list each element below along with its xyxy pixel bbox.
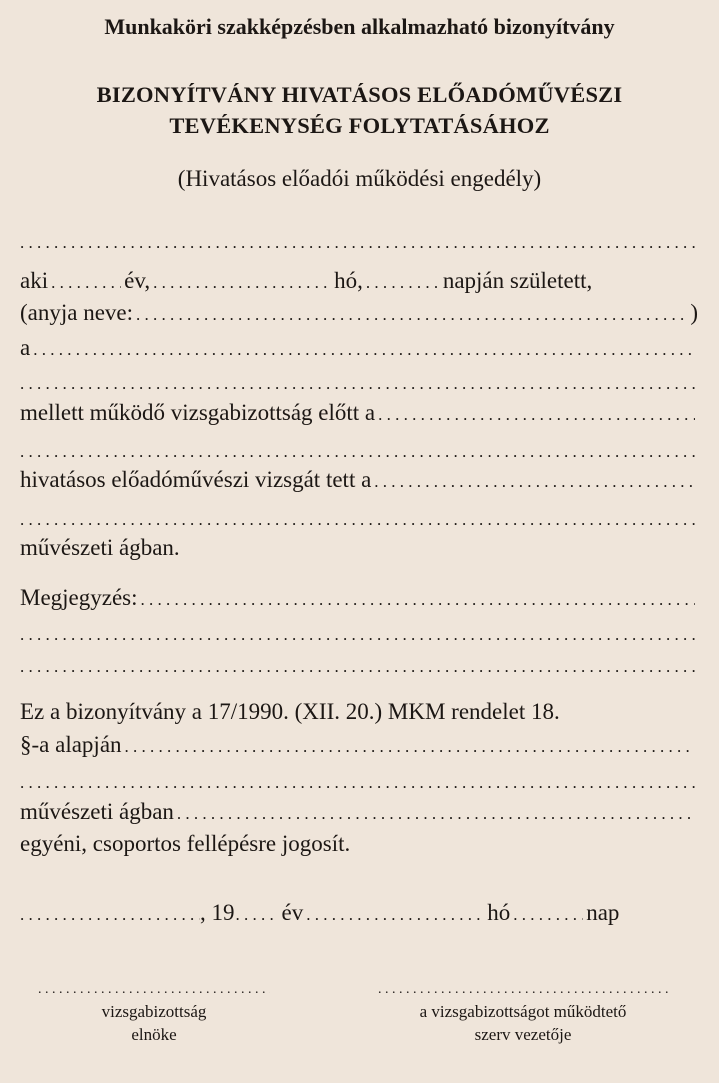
birth-row: [20, 266, 698, 298]
basis-row: [20, 730, 698, 762]
name-dots: [20, 226, 698, 258]
committee-dots-2: [20, 435, 698, 467]
date-place-field[interactable]: [20, 898, 200, 930]
form-subtitle: (Hivatásos előadói működési engedély): [177, 166, 542, 191]
remark-dots-3: [20, 650, 698, 682]
remark-label: Megjegyzés:: [20, 585, 138, 610]
birth-ev-label: év,: [124, 268, 151, 293]
mother-name-field[interactable]: [136, 298, 687, 330]
date-ev-label: év: [281, 900, 304, 925]
branch2-row: [20, 797, 698, 829]
branch-text: művészeti ágban.: [20, 535, 180, 560]
date-ho-label: hó: [487, 900, 511, 925]
date-19-label: , 19: [200, 900, 235, 925]
mother-label: (anyja neve:: [20, 300, 134, 325]
institution-a-label: a: [20, 335, 31, 360]
branch2-text: művészeti ágban: [20, 799, 174, 824]
exam-continuation[interactable]: [20, 503, 698, 535]
form-header: Munkaköri szakképzésben alkalmazható bizonyítvány: [104, 14, 615, 39]
signature-right: [378, 980, 668, 1046]
institution-field[interactable]: [33, 333, 695, 365]
exam-row: [20, 465, 698, 497]
signature-left: [38, 980, 270, 1046]
exam-field[interactable]: [374, 465, 695, 497]
exam-dots-2: [20, 503, 698, 535]
institution-row: [20, 333, 698, 365]
mother-close: ): [690, 300, 698, 325]
signature-right-title-1: a vizsgabizottságot működtető: [419, 1002, 627, 1021]
birth-aki-label: aki: [20, 268, 49, 293]
remark-line-3[interactable]: [20, 650, 698, 682]
signature-left-title-2: elnöke: [131, 1025, 177, 1044]
name-field[interactable]: [20, 226, 698, 258]
basis-continuation[interactable]: [20, 766, 698, 798]
date-row: [20, 898, 698, 930]
birth-napjan-label: napján született,: [442, 268, 593, 293]
branch2-field[interactable]: [177, 797, 695, 829]
form-title-line1: BIZONYÍTVÁNY HIVATÁSOS ELŐADÓMŰVÉSZI: [96, 82, 623, 107]
remark-field[interactable]: [141, 583, 695, 615]
mother-row: [20, 298, 698, 330]
signature-right-line[interactable]: [378, 980, 668, 1000]
institution-dots-2: [20, 367, 698, 399]
committee-text: mellett működő vizsgabizottság előtt a: [20, 400, 376, 425]
date-month-field[interactable]: [306, 898, 484, 930]
date-day-field[interactable]: [513, 898, 583, 930]
basis-label: §-a alapján: [20, 732, 122, 757]
birth-ho-label: hó,: [334, 268, 363, 293]
date-year-field[interactable]: [236, 898, 276, 930]
entitles-text: egyéni, csoportos fellépésre jogosít.: [20, 831, 351, 856]
committee-row: [20, 398, 698, 430]
remark-dots-2: [20, 618, 698, 650]
committee-field[interactable]: [378, 398, 695, 430]
signature-left-line[interactable]: [38, 980, 270, 1000]
birth-day-field[interactable]: [366, 266, 440, 298]
institution-continuation[interactable]: [20, 367, 698, 399]
remark-row: [20, 583, 698, 615]
signature-left-title-1: vizsgabizottság: [101, 1002, 207, 1021]
basis-field[interactable]: [125, 730, 695, 762]
basis-dots-2: [20, 766, 698, 798]
remark-line-2[interactable]: [20, 618, 698, 650]
form-title-line2: TEVÉKENYSÉG FOLYTATÁSÁHOZ: [169, 113, 550, 138]
exam-text: hivatásos előadóművészi vizsgát tett a: [20, 467, 372, 492]
birth-month-field[interactable]: [153, 266, 331, 298]
birth-year-field[interactable]: [51, 266, 121, 298]
committee-continuation[interactable]: [20, 435, 698, 467]
signature-right-title-2: szerv vezetője: [474, 1025, 572, 1044]
decree-text: Ez a bizonyítvány a 17/1990. (XII. 20.) MKM rendelet 18.: [20, 699, 560, 724]
date-nap-label: nap: [586, 900, 620, 925]
